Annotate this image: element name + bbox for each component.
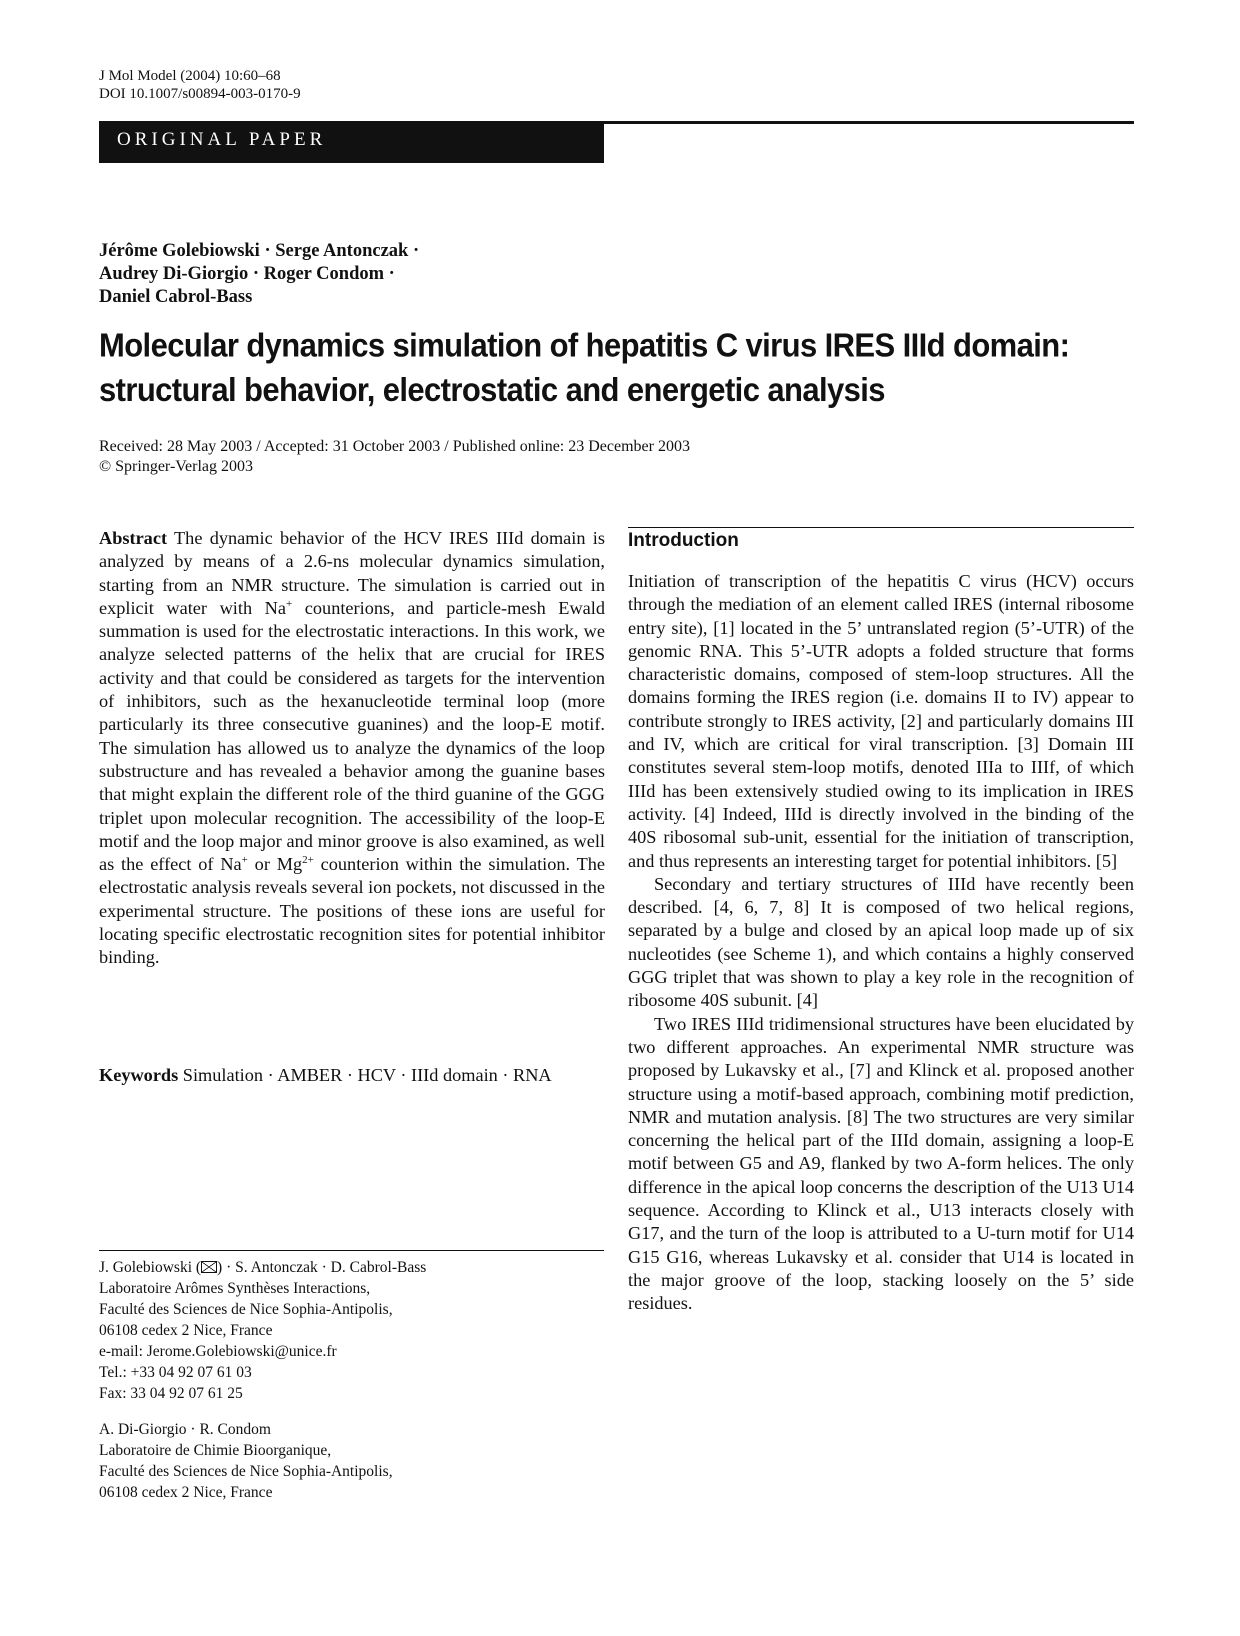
paper-title: [99, 323, 1159, 412]
affiliation-line: Laboratoire Arômes Synthèses Interactions,: [99, 1280, 371, 1297]
phone: Tel.: +33 04 92 07 61 03: [99, 1364, 252, 1381]
paragraph: Initiation of transcription of the hepatitis C virus (HCV) occurs through the mediation of an element called IRES (internal ribosome entry site), [1] located in the 5’ untranslated region (5’-UTR) of the genomic RNA. This 5’-UTR adopts a folded structure that forms characteristic domains, composed of stem-loop structures. All the domains forming the IRES region (i.e. domains II to IV) appear to contribute strongly to IRES activity, [2] and particularly domains III and IV, which are critical for viral transcription. [3] Domain III constitutes several stem-loop motifs, denoted IIIa to IIIf, of which IIId has been extensively studied owing to its implication in IRES activity. [4] Indeed, IIId is directly involved in the binding of the 40S ribosomal sub-unit, essential for the initiation of transcription, and thus represents an interesting target for potential inhibitors. [5]: [628, 571, 1134, 871]
superscript: +: [286, 597, 293, 610]
article-type-label: ORIGINAL PAPER: [117, 129, 327, 150]
footnote-rule: [99, 1250, 604, 1251]
abstract-text: The dynamic behavior of the HCV IRES IIId domain is analyzed by means of a 2.6-ns molecular dynamics simulation, starting from an NMR structure. The simulation is carried out in explicit water with Na: [99, 528, 605, 618]
journal-citation: [99, 67, 301, 103]
section-heading: Introduction: [628, 530, 739, 551]
author-line: Jérôme Golebiowski · Serge Antonczak ·: [99, 241, 420, 261]
author-line: Audrey Di-Giorgio · Roger Condom ·: [99, 264, 395, 284]
superscript: +: [241, 854, 248, 867]
abstract-text: counterions, and particle-mesh Ewald summation is used for the electrostatic interactions. In this work, we analyze selected patterns of the helix that are crucial for IRES activity and that could be considered as targets for the intervention of inhibitors, such as the hexanucleotide terminal loop (more particularly its three consecutive guanines) and the loop-E motif. The simulation has allowed us to analyze the dynamics of the loop substructure and has revealed a behavior among the guanine bases that might explain the different role of the third guanine of the GGG triplet upon molecular recognition. The accessibility of the loop-E motif and the loop major and minor groove is also examined, as well as the effect of Na: [99, 597, 605, 875]
paragraph: Secondary and tertiary structures of IIId have recently been described. [4, 6, 7, 8] It is composed of two helical regions, separated by a bulge and closed by an apical loop made up of six nucleotides (see Scheme 1), and which contains a highly conserved GGG triplet that was shown to play a key role in the recognition of ribosome 40S subunit. [4]: [628, 873, 1134, 1011]
affiliation-line: Faculté des Sciences de Nice Sophia-Antipolis,: [99, 1463, 393, 1480]
introduction-body: [628, 570, 1134, 1316]
affiliation-line: Laboratoire de Chimie Bioorganique,: [99, 1442, 332, 1459]
title-line: structural behavior, electrostatic and energetic analysis: [99, 370, 885, 409]
author-list: [99, 240, 419, 309]
affiliation-line: 06108 cedex 2 Nice, France: [99, 1484, 273, 1501]
keywords: [99, 1064, 605, 1087]
abstract: [99, 527, 605, 970]
affiliation-line: 06108 cedex 2 Nice, France: [99, 1322, 273, 1339]
abstract-text: or Mg: [247, 854, 303, 875]
abstract-text: counterion within the simulation. The electrostatic analysis reveals several ion pockets, not discussed in the experimental structure. The positions of these ions are useful for locating specific electrostatic recognition sites for potential inhibitor binding.: [99, 854, 606, 968]
envelope-icon: [201, 1261, 217, 1273]
abstract-label: Abstract: [99, 528, 168, 548]
author-line: Daniel Cabrol-Bass: [99, 287, 253, 307]
affiliation-line: J. Golebiowski ( ) · S. Antonczak · D. Cabrol-Bass: [99, 1259, 427, 1276]
email: e-mail: Jerome.Golebiowski@unice.fr: [99, 1343, 337, 1360]
affiliation-line: Faculté des Sciences de Nice Sophia-Antipolis,: [99, 1301, 393, 1318]
paragraph: Two IRES IIId tridimensional structures have been elucidated by two different approaches. An experimental NMR structure was proposed by Lukavsky et al., [7] and Klinck et al. proposed another structure using a motif-based approach, combining motif prediction, NMR and mutation analysis. [8] The two structures are very similar concerning the helical part of the IIId domain, assigning a loop-E motif between G5 and A9, flanked by two A-form helices. The only difference in the apical loop concerns the description of the U13 U14 sequence. According to Klinck et al., U13 interacts closely with G17, and the turn of the loop is attributed to a U-turn motif for U14 G15 G16, whereas Lukavsky et al. consider that U14 is located in the major groove of the loop, stacking loosely on the 5’ side residues.: [628, 1013, 1134, 1314]
keywords-label: Keywords: [99, 1065, 179, 1085]
banner-rule: [604, 121, 1134, 124]
doi: DOI 10.1007/s00894-003-0170-9: [99, 86, 301, 102]
copyright: © Springer-Verlag 2003: [99, 458, 254, 475]
keywords-text: Simulation · AMBER · HCV · IIId domain · RNA: [178, 1065, 552, 1085]
superscript: 2+: [302, 854, 314, 867]
publication-dates: [99, 437, 690, 477]
title-line: Molecular dynamics simulation of hepatitis C virus IRES IIId domain:: [99, 326, 1070, 365]
fax: Fax: 33 04 92 07 61 25: [99, 1385, 243, 1402]
citation: J Mol Model (2004) 10:60–68: [99, 68, 281, 84]
date-history: Received: 28 May 2003 / Accepted: 31 October 2003 / Published online: 23 December 2003: [99, 438, 690, 455]
author-affiliations: [99, 1257, 605, 1503]
section-rule: [628, 527, 1134, 528]
affiliation-line: A. Di-Giorgio · R. Condom: [99, 1421, 271, 1438]
